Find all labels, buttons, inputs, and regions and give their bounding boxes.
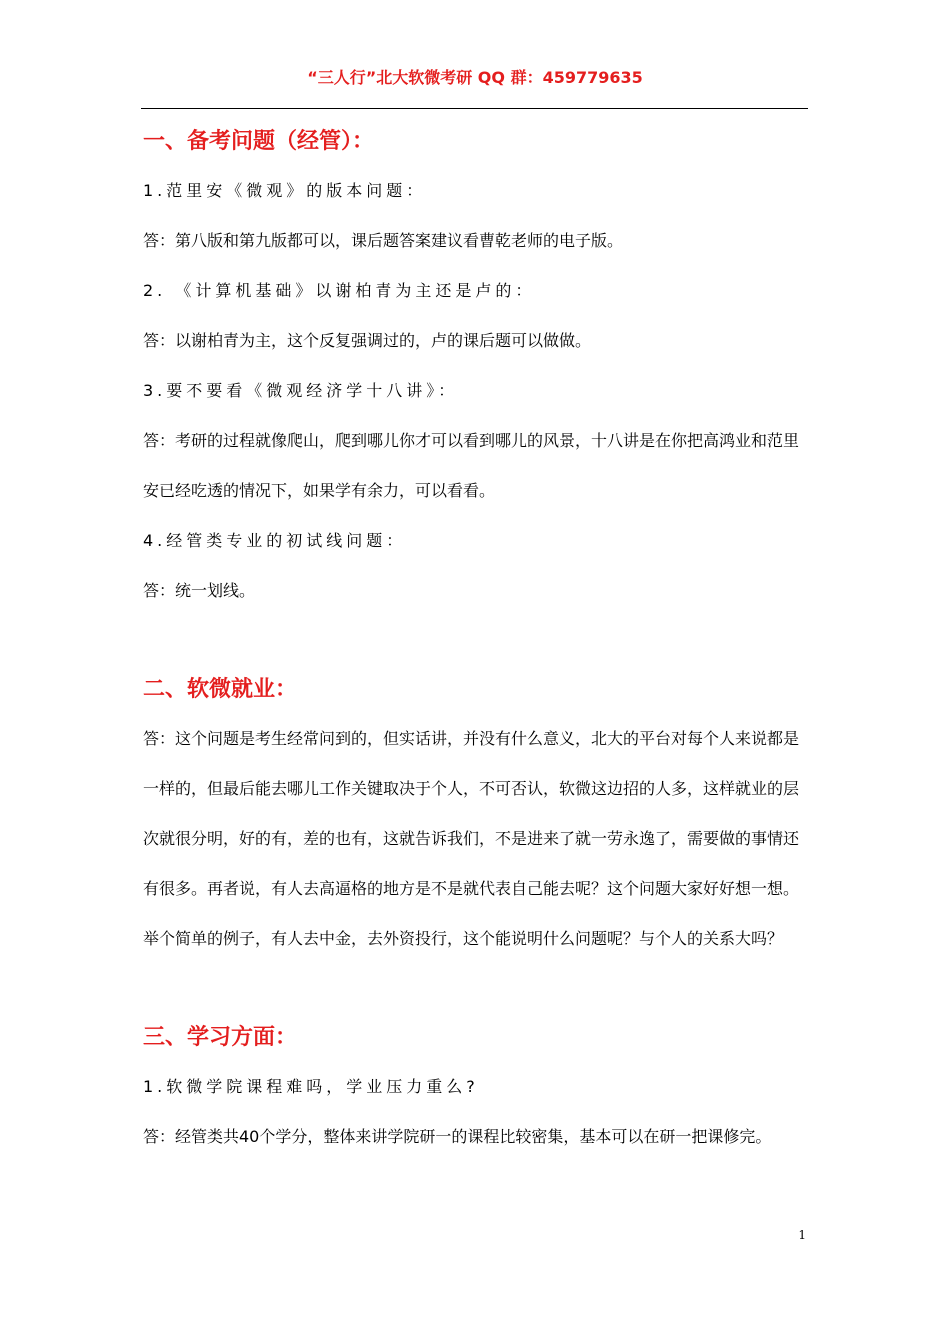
answer-1: 答：第八版和第九版都可以，课后题答案建议看曹乾老师的电子版。 bbox=[143, 231, 624, 250]
answer-study-1: 答：经管类共40个学分，整体来讲学院研一的课程比较密集，基本可以在研一把课修完。 bbox=[143, 1127, 772, 1146]
section-spacer bbox=[143, 616, 811, 666]
page-header: “三人行”北大软微考研 QQ 群：459779635 bbox=[307, 68, 643, 87]
question-2: 2. 《计算机基础》以谢柏青为主还是卢的： bbox=[143, 281, 536, 300]
question-3: 3.要不要看《微观经济学十八讲》： bbox=[143, 381, 459, 400]
page-number: 1 bbox=[798, 1228, 806, 1242]
document-body bbox=[143, 118, 811, 1162]
section-title-employment: 二、软微就业： bbox=[143, 677, 298, 702]
question-4: 4.经管类专业的初试线问题： bbox=[143, 531, 407, 550]
section-spacer bbox=[143, 964, 811, 1014]
answer-2: 答：以谢柏青为主，这个反复强调过的，卢的课后题可以做做。 bbox=[143, 331, 592, 350]
answer-3: 答：考研的过程就像爬山，爬到哪儿你才可以看到哪儿的风景，十八讲是在你把高鸿业和范里安已经吃透的情况下，如果学有余力，可以看看。 bbox=[143, 431, 800, 500]
question-study-1: 1.软微学院课程难吗，学业压力重么? bbox=[143, 1077, 479, 1096]
section-title-exam-prep: 一、备考问题（经管）： bbox=[143, 129, 375, 154]
answer-4: 答：统一划线。 bbox=[143, 581, 256, 600]
header-divider bbox=[141, 108, 808, 109]
question-1: 1.范里安《微观》的版本问题： bbox=[143, 181, 427, 200]
answer-employment: 答：这个问题是考生经常问到的，但实话讲，并没有什么意义，北大的平台对每个人来说都是一样的，但最后能去哪儿工作关键取决于个人，不可否认，软微这边招的人多，这样就业的层次就很分明，好的有，差的也有，这就告诉我们，不是进来了就一劳永逸了，需要做的事情还有很多。再者说，有人去高逼格的地方是不是就代表自己能去呢？这个问题大家好好想一想。举个简单的例子，有人去中金，去外资投行，这个能说明什么问题呢？与个人的关系大吗？ bbox=[143, 729, 800, 948]
section-title-study: 三、学习方面： bbox=[143, 1025, 298, 1050]
